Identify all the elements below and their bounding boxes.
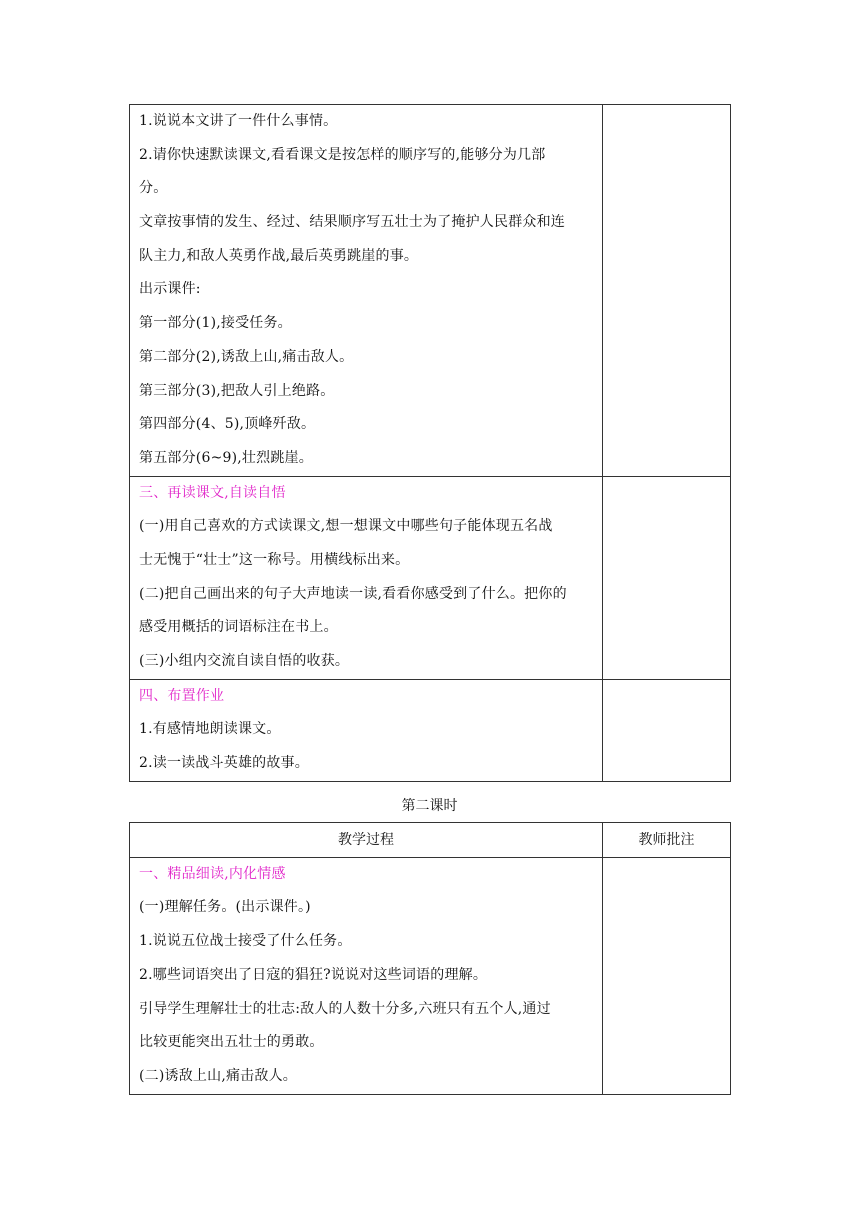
lesson-table-1 xyxy=(129,104,731,782)
content-line: (二)诱敌上山,痛击敌人。 xyxy=(139,1067,297,1084)
teacher-note-cell xyxy=(603,857,731,1094)
content-line: 出示课件: xyxy=(139,281,201,298)
content-line: 第二部分(2),诱敌上山,痛击敌人。 xyxy=(139,348,354,365)
process-cell xyxy=(130,476,603,679)
section-heading: 一、精品细读,内化情感 xyxy=(139,865,286,882)
content-line: 1.说说五位战士接受了什么任务。 xyxy=(139,933,352,950)
table-row xyxy=(130,476,731,679)
section-title: 第二课时 xyxy=(401,797,458,814)
content-line: 第一部分(1),接受任务。 xyxy=(139,315,292,332)
content-line: 2.请你快速默读课文,看看课文是按怎样的顺序写的,能够分为几部 xyxy=(139,146,546,163)
content-line: 第四部分(4、5),顶峰歼敌。 xyxy=(139,416,316,433)
content-line: 感受用概括的词语标注在书上。 xyxy=(139,619,338,636)
content-line: 2.读一读战斗英雄的故事。 xyxy=(139,755,309,772)
teacher-note-cell xyxy=(603,679,731,781)
content-line: 比较更能突出五壮士的勇敢。 xyxy=(139,1034,324,1051)
content-line: 1.说说本文讲了一件什么事情。 xyxy=(139,113,338,129)
process-cell xyxy=(130,105,603,477)
content-line: (一)用自己喜欢的方式读课文,想一想课文中哪些句子能体现五名战 xyxy=(139,518,553,535)
content-line: 第三部分(3),把敌人引上绝路。 xyxy=(139,382,335,399)
table-header-row xyxy=(130,822,731,857)
table-row xyxy=(130,857,731,1094)
content-line: 2.哪些词语突出了日寇的猖狂?说说对这些词语的理解。 xyxy=(139,966,488,983)
content-line: 文章按事情的发生、经过、结果顺序写五壮士为了掩护人民群众和连 xyxy=(139,214,565,231)
teacher-note-cell xyxy=(603,476,731,679)
content-line: 第五部分(6~9),壮烈跳崖。 xyxy=(139,449,313,466)
section-heading: 四、布置作业 xyxy=(139,687,225,704)
process-cell xyxy=(130,857,603,1094)
content-line: 分。 xyxy=(139,180,168,197)
table-row xyxy=(130,105,731,477)
content-line: (三)小组内交流自读自悟的收获。 xyxy=(139,653,350,669)
content-line: 引导学生理解壮士的壮志:敌人的人数十分多,六班只有五个人,通过 xyxy=(139,1000,551,1017)
content-line: 士无愧于“壮士”这一称号。用横线标出来。 xyxy=(139,551,410,568)
lesson-table-2 xyxy=(129,822,731,1095)
section-heading: 三、再读课文,自读自悟 xyxy=(139,484,286,501)
content-line: 1.有感情地朗读课文。 xyxy=(139,721,281,738)
content-line: (一)理解任务。(出示课件。) xyxy=(139,899,311,916)
content-line: 队主力,和敌人英勇作战,最后英勇跳崖的事。 xyxy=(139,247,419,264)
header-teaching-process: 教学过程 xyxy=(130,822,603,857)
process-cell xyxy=(130,679,603,781)
lesson-plan-page xyxy=(129,104,730,1095)
teacher-note-cell xyxy=(603,105,731,477)
table-row xyxy=(130,679,731,781)
content-line: (二)把自己画出来的句子大声地读一读,看看你感受到了什么。把你的 xyxy=(139,585,567,602)
header-teacher-notes: 教师批注 xyxy=(603,822,731,857)
